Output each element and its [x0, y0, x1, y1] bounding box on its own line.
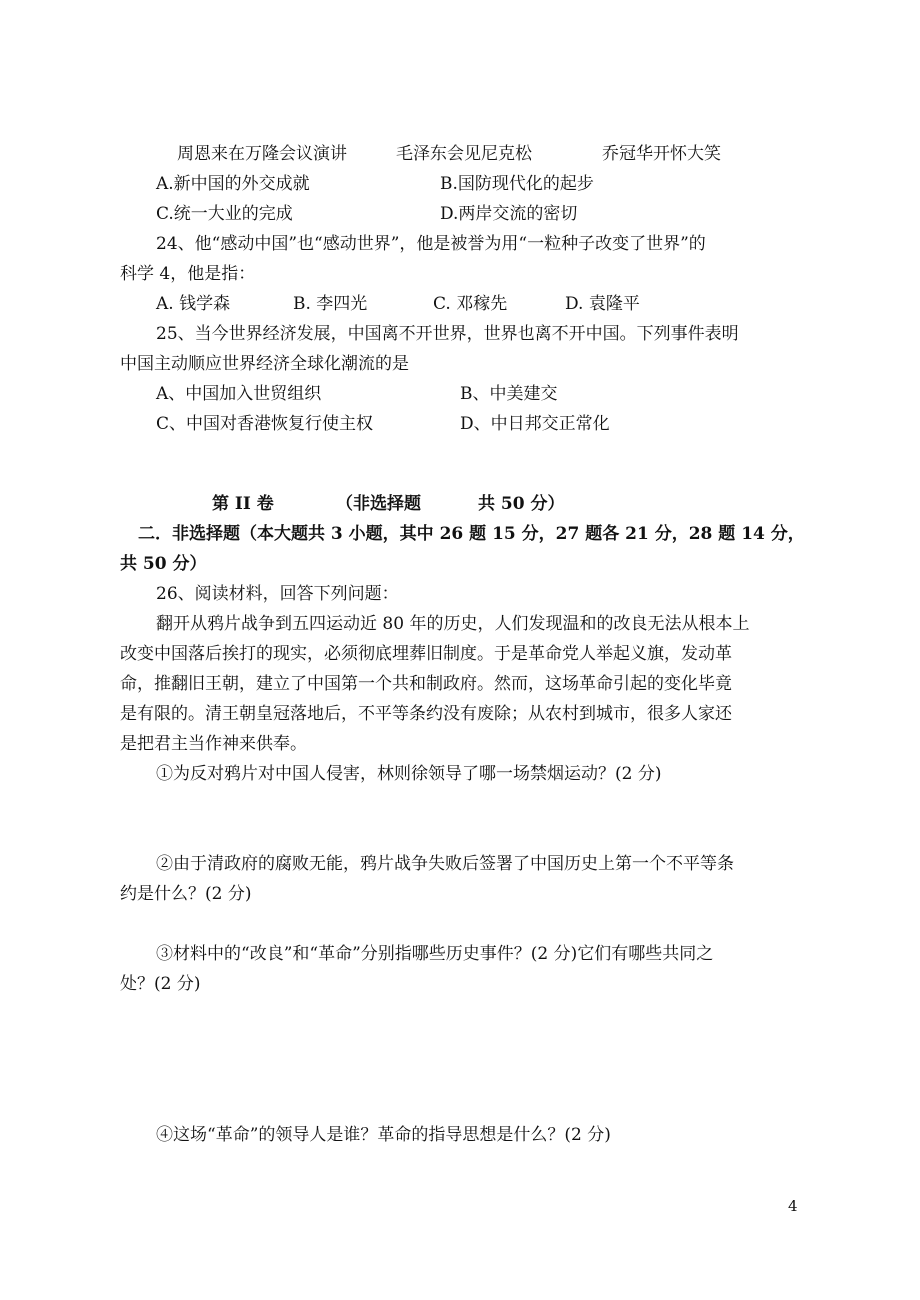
q26-sub2-line2: 约是什么？(2 分): [120, 884, 252, 904]
q23-option-a: A.新中国的外交成就: [156, 174, 310, 194]
caption-qiao-guanhua: 乔冠华开怀大笑: [602, 144, 721, 164]
q25-option-d: D、中日邦交正常化: [460, 414, 610, 434]
q24-option-d: D. 袁隆平: [565, 294, 640, 314]
q25-stem-line2: 中国主动顺应世界经济全球化潮流的是: [120, 354, 409, 374]
q26-material-line5: 是把君主当作神来供奉。: [120, 734, 307, 754]
q26-material-line2: 改变中国落后挨打的现实，必须彻底埋葬旧制度。于是革命党人举起义旗，发动革: [120, 644, 732, 664]
q26-sub1: ①为反对鸦片对中国人侵害，林则徐领导了哪一场禁烟运动？(2 分): [156, 764, 662, 784]
q24-stem-line1: 24、他“感动中国”也“感动世界”，他是被誉为用“一粒种子改变了世界”的: [156, 234, 706, 254]
q24-stem-line2: 科学 4，他是指：: [120, 264, 256, 284]
caption-zhou-enlai: 周恩来在万隆会议演讲: [177, 144, 347, 164]
q23-option-c: C.统一大业的完成: [156, 204, 293, 224]
q24-option-b: B. 李四光: [293, 294, 368, 314]
q26-sub4: ④这场“革命”的领导人是谁？革命的指导思想是什么？(2 分): [156, 1125, 611, 1145]
q26-material-line3: 命，推翻旧王朝，建立了中国第一个共和制政府。然而，这场革命引起的变化毕竟: [120, 674, 732, 694]
part2-title-volume: 第 II 卷: [212, 494, 274, 514]
q26-heading: 26、阅读材料，回答下列问题：: [156, 584, 399, 604]
q25-option-a: A、中国加入世贸组织: [156, 384, 322, 404]
q26-material-line1: 翻开从鸦片战争到五四运动近 80 年的历史，人们发现温和的改良无法从根本上: [156, 614, 750, 634]
caption-mao-nixon: 毛泽东会见尼克松: [396, 144, 532, 164]
q23-option-b: B.国防现代化的起步: [440, 174, 594, 194]
part2-title-type: （非选择题: [336, 494, 421, 514]
q25-option-c: C、中国对香港恢复行使主权: [156, 414, 374, 434]
q26-sub3-line1: ③材料中的“改良”和“革命”分别指哪些历史事件？(2 分)它们有哪些共同之: [156, 944, 714, 964]
q25-stem-line1: 25、当今世界经济发展，中国离不开世界，世界也离不开中国。下列事件表明: [156, 324, 739, 344]
q24-option-a: A. 钱学森: [156, 294, 231, 314]
section-heading-line2: 共 50 分）: [120, 554, 207, 574]
q25-option-b: B、中美建交: [460, 384, 558, 404]
q23-option-d: D.两岸交流的密切: [440, 204, 578, 224]
q24-option-c: C. 邓稼先: [433, 294, 508, 314]
q26-sub2-line1: ②由于清政府的腐败无能，鸦片战争失败后签署了中国历史上第一个不平等条: [156, 854, 734, 874]
part2-title-score: 共 50 分）: [478, 494, 565, 514]
page-number: 4: [788, 1197, 798, 1215]
q26-material-line4: 是有限的。清王朝皇冠落地后，不平等条约没有废除；从农村到城市，很多人家还: [120, 704, 732, 724]
section-heading-line1: 二．非选择题（本大题共 3 小题，其中 26 题 15 分，27 题各 21 分，28 题 14 分，: [138, 524, 805, 544]
q26-sub3-line2: 处？(2 分): [120, 974, 201, 994]
